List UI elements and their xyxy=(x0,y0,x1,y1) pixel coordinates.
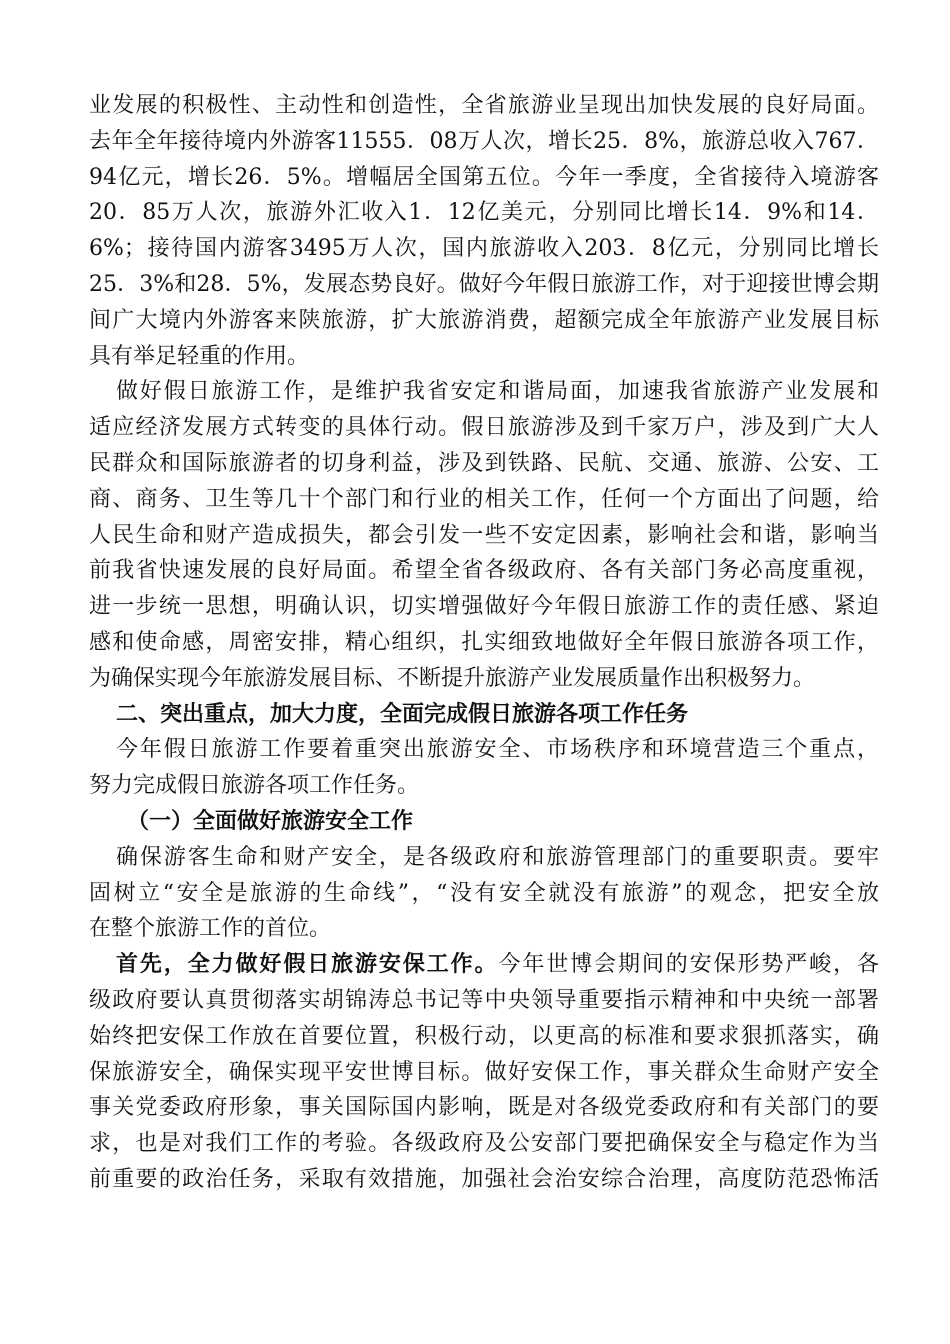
text-line xyxy=(89,983,879,1019)
text-line xyxy=(89,482,879,518)
body-text: 为确保实现今年旅游发展目标、不断提升旅游产业发展质量作出积极努力。 xyxy=(89,665,816,691)
text-line xyxy=(89,911,879,947)
text-line xyxy=(89,768,879,804)
body-text: 始终把安保工作放在首要位置，积极行动，以更高的标准和要求狠抓落实，确 xyxy=(89,1023,879,1049)
body-text: 级政府要认真贯彻落实胡锦涛总书记等中央领导重要指示精神和中央统一部署 xyxy=(89,987,879,1013)
body-text: 间广大境内外游客来陕旅游，扩大旅游消费，超额完成全年旅游产业发展目标 xyxy=(89,307,879,333)
text-line xyxy=(89,410,879,446)
section-heading xyxy=(89,697,879,733)
body-text: 具有举足轻重的作用。 xyxy=(89,343,310,369)
body-text: 今年假日旅游工作要着重突出旅游安全、市场秩序和环境营造三个重点， xyxy=(116,737,879,763)
text-line xyxy=(89,732,879,768)
body-text: 努力完成假日旅游各项工作任务。 xyxy=(89,773,420,799)
body-text: 进一步统一思想，明确认识，切实增强做好今年假日旅游工作的责任感、紧迫 xyxy=(89,594,879,620)
text-line xyxy=(89,947,879,983)
text-line xyxy=(89,374,879,410)
paragraph xyxy=(89,374,879,696)
body-text: 业发展的积极性、主动性和创造性，全省旅游业呈现出加快发展的良好局面。 xyxy=(89,93,879,118)
body-text: 感和使命感，周密安排，精心组织，扎实细致地做好全年假日旅游各项工作， xyxy=(89,629,879,655)
body-text: 民群众和国际旅游者的切身利益，涉及到铁路、民航、交通、旅游、公安、工 xyxy=(89,450,879,476)
document-body xyxy=(89,88,879,1198)
bold-text: 二、突出重点，加大力度，全面完成假日旅游各项工作任务 xyxy=(116,700,689,727)
text-line xyxy=(89,625,879,661)
text-line xyxy=(89,1055,879,1091)
text-line xyxy=(89,553,879,589)
body-text: 20．85万人次，旅游外汇收入1．12亿美元，分别同比增长14．9%和14． xyxy=(89,200,879,226)
text-line xyxy=(89,267,879,303)
body-text: 去年全年接待境内外游客11555．08万人次，增长25．8%，旅游总收入767． xyxy=(89,128,879,154)
body-text: 94亿元，增长26．5%。增幅居全国第五位。今年一季度，全省接待入境游客 xyxy=(89,164,879,190)
text-line xyxy=(89,876,879,912)
text-line xyxy=(89,303,879,339)
body-text: 做好假日旅游工作，是维护我省安定和谐局面，加速我省旅游产业发展和 xyxy=(116,379,879,405)
text-line xyxy=(89,446,879,482)
paragraph xyxy=(89,947,879,1198)
body-text: 在整个旅游工作的首位。 xyxy=(89,916,332,942)
body-text: 保旅游安全，确保实现平安世博目标。做好安保工作，事关群众生命财产安全 xyxy=(89,1059,879,1085)
text-line xyxy=(89,124,879,160)
body-text: 求，也是对我们工作的考验。各级政府及公安部门要把确保安全与稳定作为当 xyxy=(89,1131,879,1157)
text-line xyxy=(89,697,879,733)
text-line xyxy=(89,339,879,375)
text-line xyxy=(89,518,879,554)
body-text: 今年世博会期间的安保形势严峻，各 xyxy=(498,952,879,978)
body-text: 前重要的政治任务，采取有效措施，加强社会治安综合治理，高度防范恐怖活 xyxy=(89,1166,879,1192)
text-line xyxy=(89,1126,879,1162)
section-heading xyxy=(89,804,879,840)
body-text: 人民生命和财产造成损失，都会引发一些不安定因素，影响社会和谐，影响当 xyxy=(89,522,879,548)
body-text: 25．3%和28．5%，发展态势良好。做好今年假日旅游工作，对于迎接世博会期 xyxy=(89,271,879,297)
paragraph xyxy=(89,732,879,804)
paragraph xyxy=(89,840,879,947)
body-text: 6%；接待国内游客3495万人次，国内旅游收入203．8亿元，分别同比增长 xyxy=(89,236,879,262)
text-line xyxy=(89,840,879,876)
text-line xyxy=(89,1090,879,1126)
body-text: 商、商务、卫生等几十个部门和行业的相关工作，任何一个方面出了问题，给 xyxy=(89,486,879,512)
text-line xyxy=(89,160,879,196)
body-text: 适应经济发展方式转变的具体行动。假日旅游涉及到千家万户，涉及到广大人 xyxy=(89,415,879,441)
text-line xyxy=(89,1162,879,1198)
body-text: 固树立“安全是旅游的生命线”，“没有安全就没有旅游”的观念，把安全放 xyxy=(89,880,879,906)
text-line xyxy=(89,231,879,267)
body-text: 事关党委政府形象，事关国际国内影响，既是对各级党委政府和有关部门的要 xyxy=(89,1095,879,1121)
text-line xyxy=(89,589,879,625)
text-line xyxy=(89,195,879,231)
body-text: 前我省快速发展的良好局面。希望全省各级政府、各有关部门务必高度重视， xyxy=(89,558,879,584)
bold-text: （一）全面做好旅游安全工作 xyxy=(127,807,414,834)
text-line xyxy=(89,1019,879,1055)
text-line xyxy=(89,88,879,124)
body-text: 确保游客生命和财产安全，是各级政府和旅游管理部门的重要职责。要牢 xyxy=(116,844,879,870)
text-line xyxy=(89,661,879,697)
paragraph xyxy=(89,88,879,374)
text-line xyxy=(89,804,879,840)
bold-text: 首先，全力做好假日旅游安保工作。 xyxy=(116,951,499,978)
